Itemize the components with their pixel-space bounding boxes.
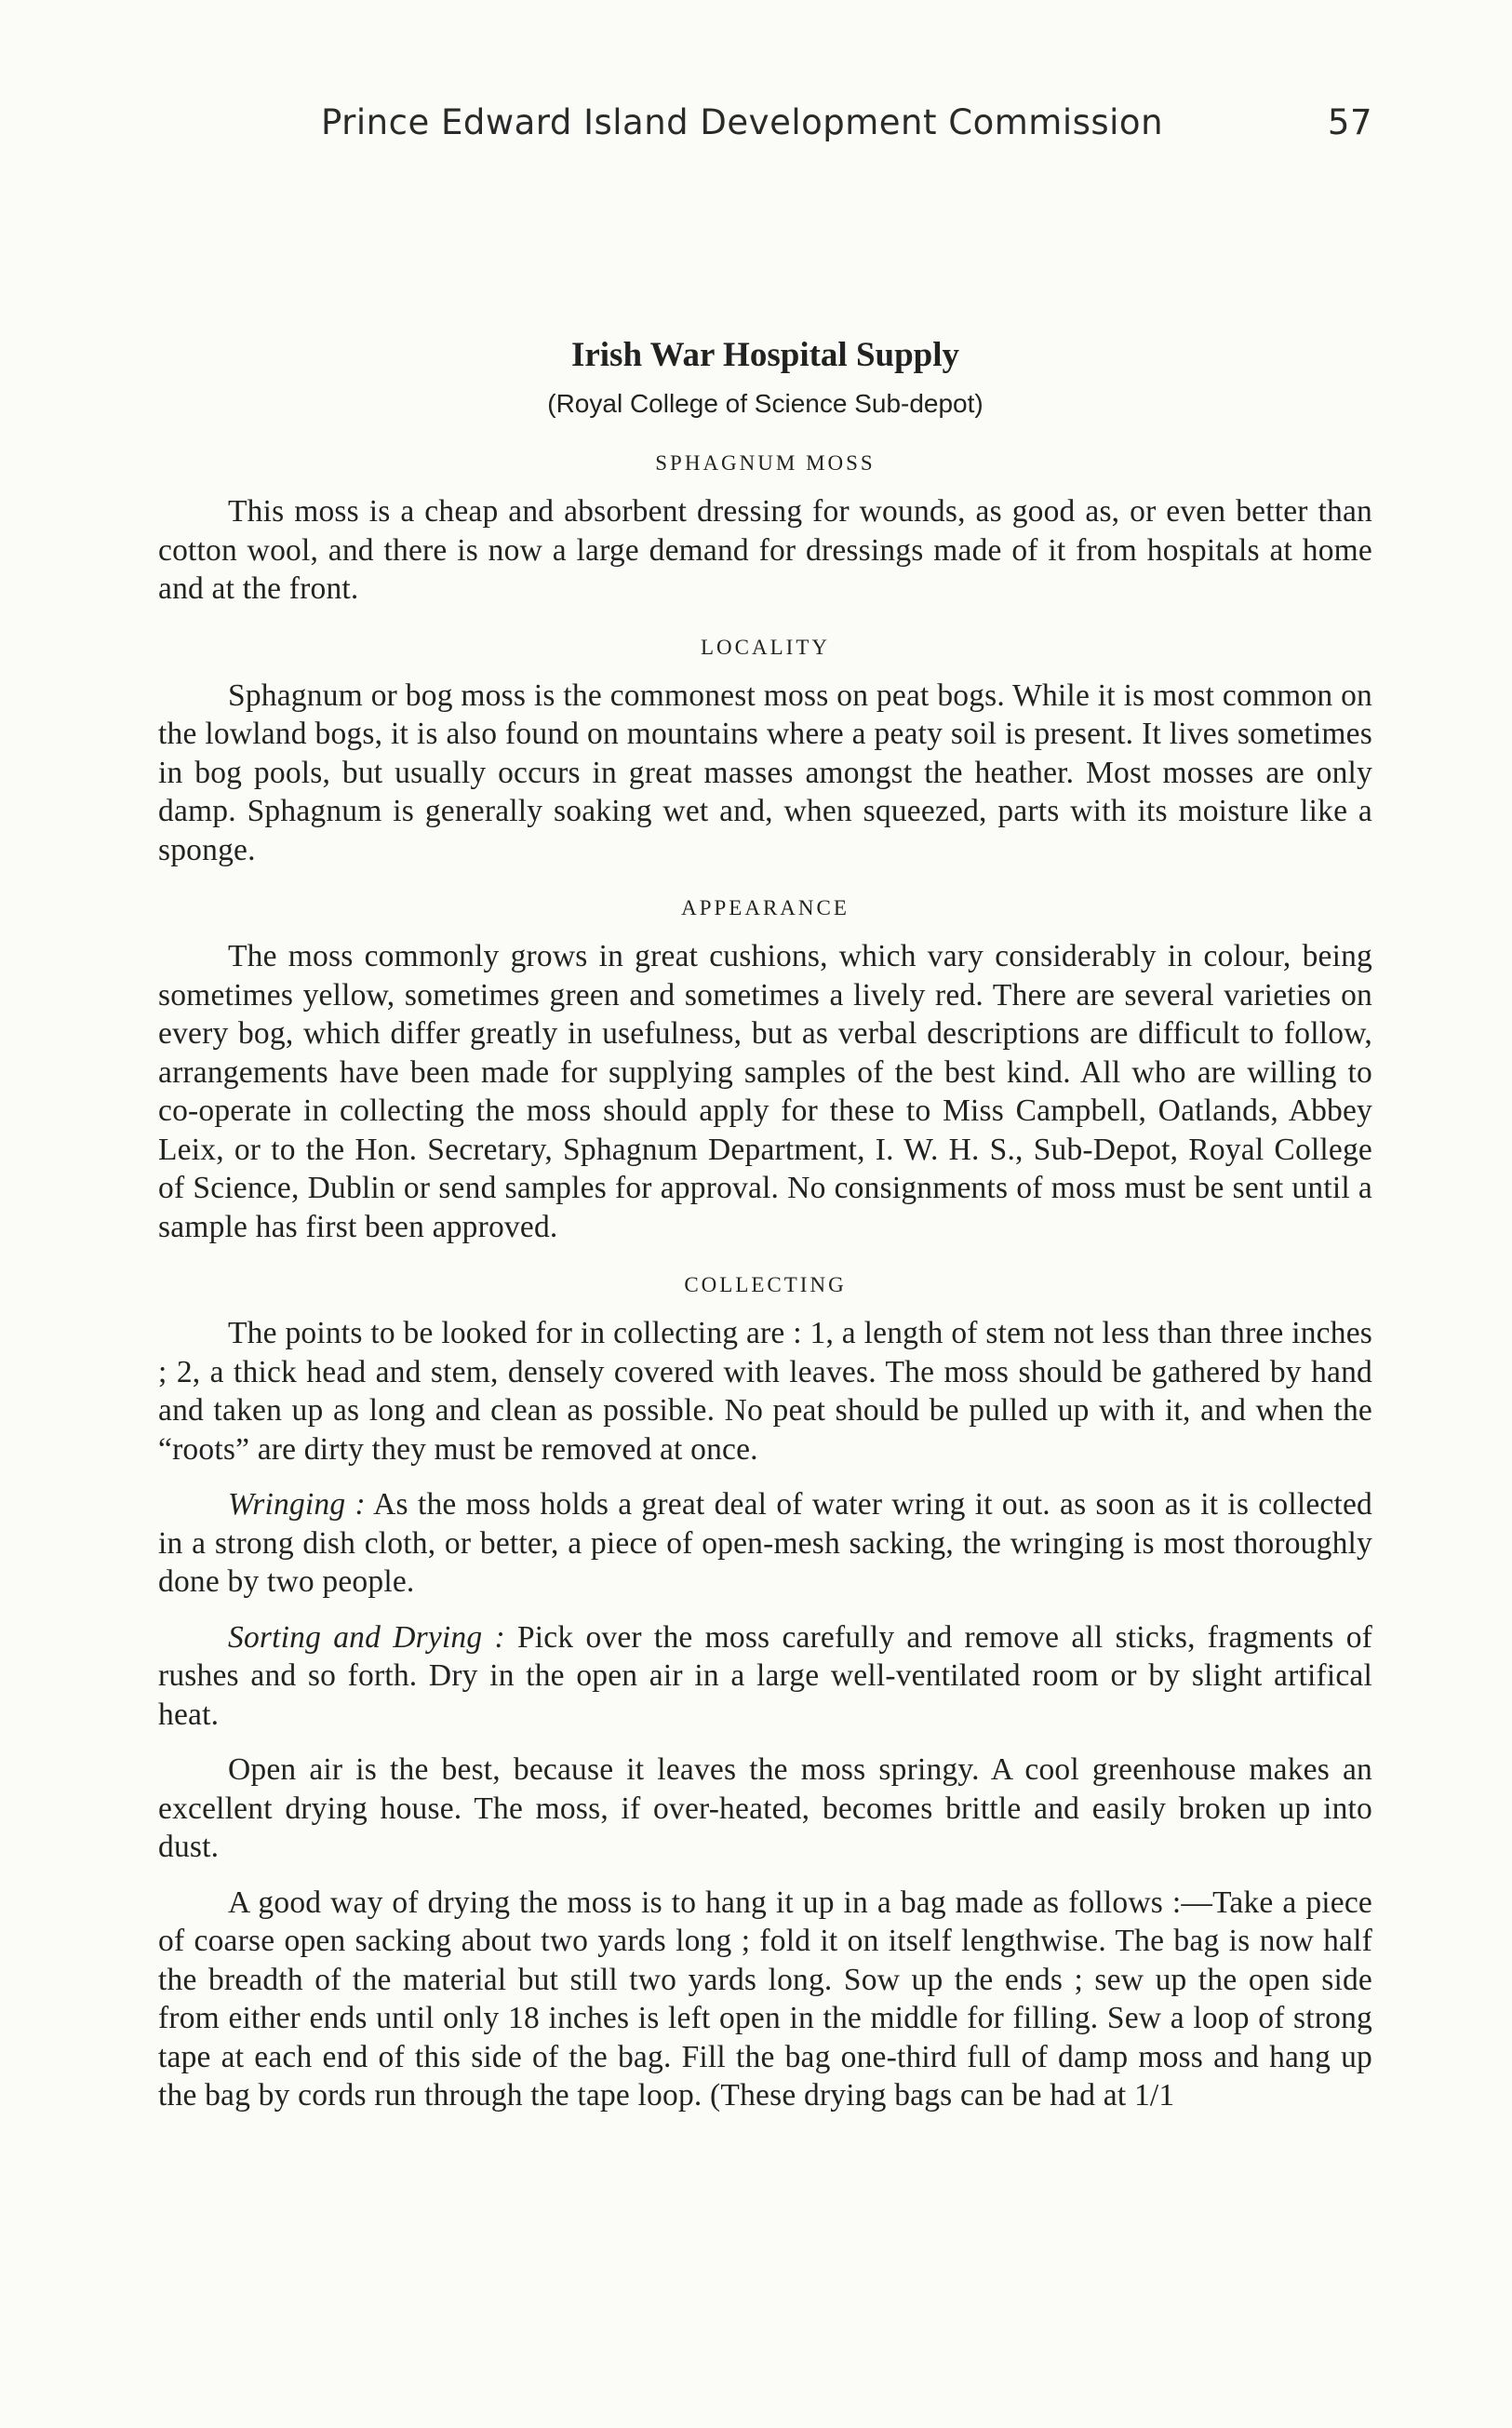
paragraph-collecting-points: The points to be looked for in collecting are : 1, a length of stem not less than three inches ; 2, a thick head and stem, densely covered with leaves. The moss should be gathered by hand and taken up as long and clean as possible. No peat should be pulled up with it, and when the “roots” are dirty they must be removed at once. bbox=[158, 1316, 1372, 1467]
run-in-heading-sorting-and-drying: Sorting and Drying : bbox=[228, 1619, 505, 1655]
section-heading-appearance: APPEARANCE bbox=[681, 896, 850, 919]
article-title: Irish War Hospital Supply bbox=[570, 336, 960, 374]
running-title: Prince Edward Island Development Commission bbox=[321, 102, 1164, 142]
section-heading-collecting: COLLECTING bbox=[684, 1273, 847, 1296]
run-in-heading-wringing: Wringing : bbox=[228, 1487, 366, 1522]
paragraph-locality: Sphagnum or bog moss is the commonest moss on peat bogs. While it is most common on the lowland bogs, it is also found on mountains where a peaty soil is present. It lives sometimes in bog pools, but usually occurs in great masses amongst the heather. Most mosses are only damp. Sphagnum is generally soaking wet and, when squeezed, parts with its moisture like a sponge. bbox=[158, 677, 1372, 867]
paragraph-wringing bbox=[158, 1485, 1372, 1602]
article-subtitle: (Royal College of Science Sub-depot) bbox=[547, 389, 983, 418]
paragraph-open-air: Open air is the best, because it leaves the moss springy. A cool greenhouse makes an excellent drying house. The moss, if over-heated, becomes brittle and easily broken up into dust. bbox=[158, 1752, 1372, 1864]
wringing-text: As the moss holds a great deal of water wring it out. as soon as it is collected in a strong dish cloth, or better, a piece of open-mesh sacking, the wringing is most thoroughly done by two people. bbox=[158, 1487, 1372, 1599]
paragraph-sphagnum-moss: This moss is a cheap and absorbent dressing for wounds, as good as, or even better than cotton wool, and there is now a large demand for dressings made of it from hospitals at home and at the front. bbox=[158, 494, 1372, 606]
section-heading-sphagnum-moss: SPHAGNUM MOSS bbox=[655, 451, 876, 475]
sorting-text: Pick over the moss carefully and remove all sticks, fragments of rushes and so forth. Dry in the open air in a large well-ventilated room or by slight artifical heat. bbox=[158, 1619, 1373, 1732]
paragraph-drying-bag: A good way of drying the moss is to hang it up in a bag made as follows :—Take a piece of coarse open sacking about two yards long ; fold it on itself lengthwise. The bag is now half the breadth of the material but still two yards long. Sow up the ends ; sew up the open side from either ends until only 18 inches is left open in the middle for filling. Sew a loop of strong tape at each end of this side of the bag. Fill the bag one-third full of damp moss and hang up the bag by cords run through the tape loop. (These drying bags can be had at 1/1 bbox=[158, 1885, 1372, 2113]
paragraph-appearance: The moss commonly grows in great cushions, which vary considerably in colour, being sometimes yellow, sometimes green and sometimes a lively red. There are several varieties on every bog, which differ greatly in usefulness, but as verbal descriptions are difficult to follow, arrangements have been made for supplying samples of the best kind. All who are willing to co-operate in collecting the moss should apply for these to Miss Campbell, Oatlands, Abbey Leix, or to the Hon. Secretary, Sphagnum Department, I. W. H. S., Sub-Depot, Royal College of Science, Dublin or send samples for approval. No consignments of moss must be sent until a sample has first been approved. bbox=[158, 939, 1372, 1244]
page-number: 57 bbox=[1327, 102, 1372, 142]
section-heading-locality: LOCALITY bbox=[701, 635, 830, 659]
running-header bbox=[158, 93, 1372, 168]
paragraph-sorting-and-drying bbox=[158, 1618, 1372, 1735]
document-page bbox=[158, 93, 1372, 2382]
